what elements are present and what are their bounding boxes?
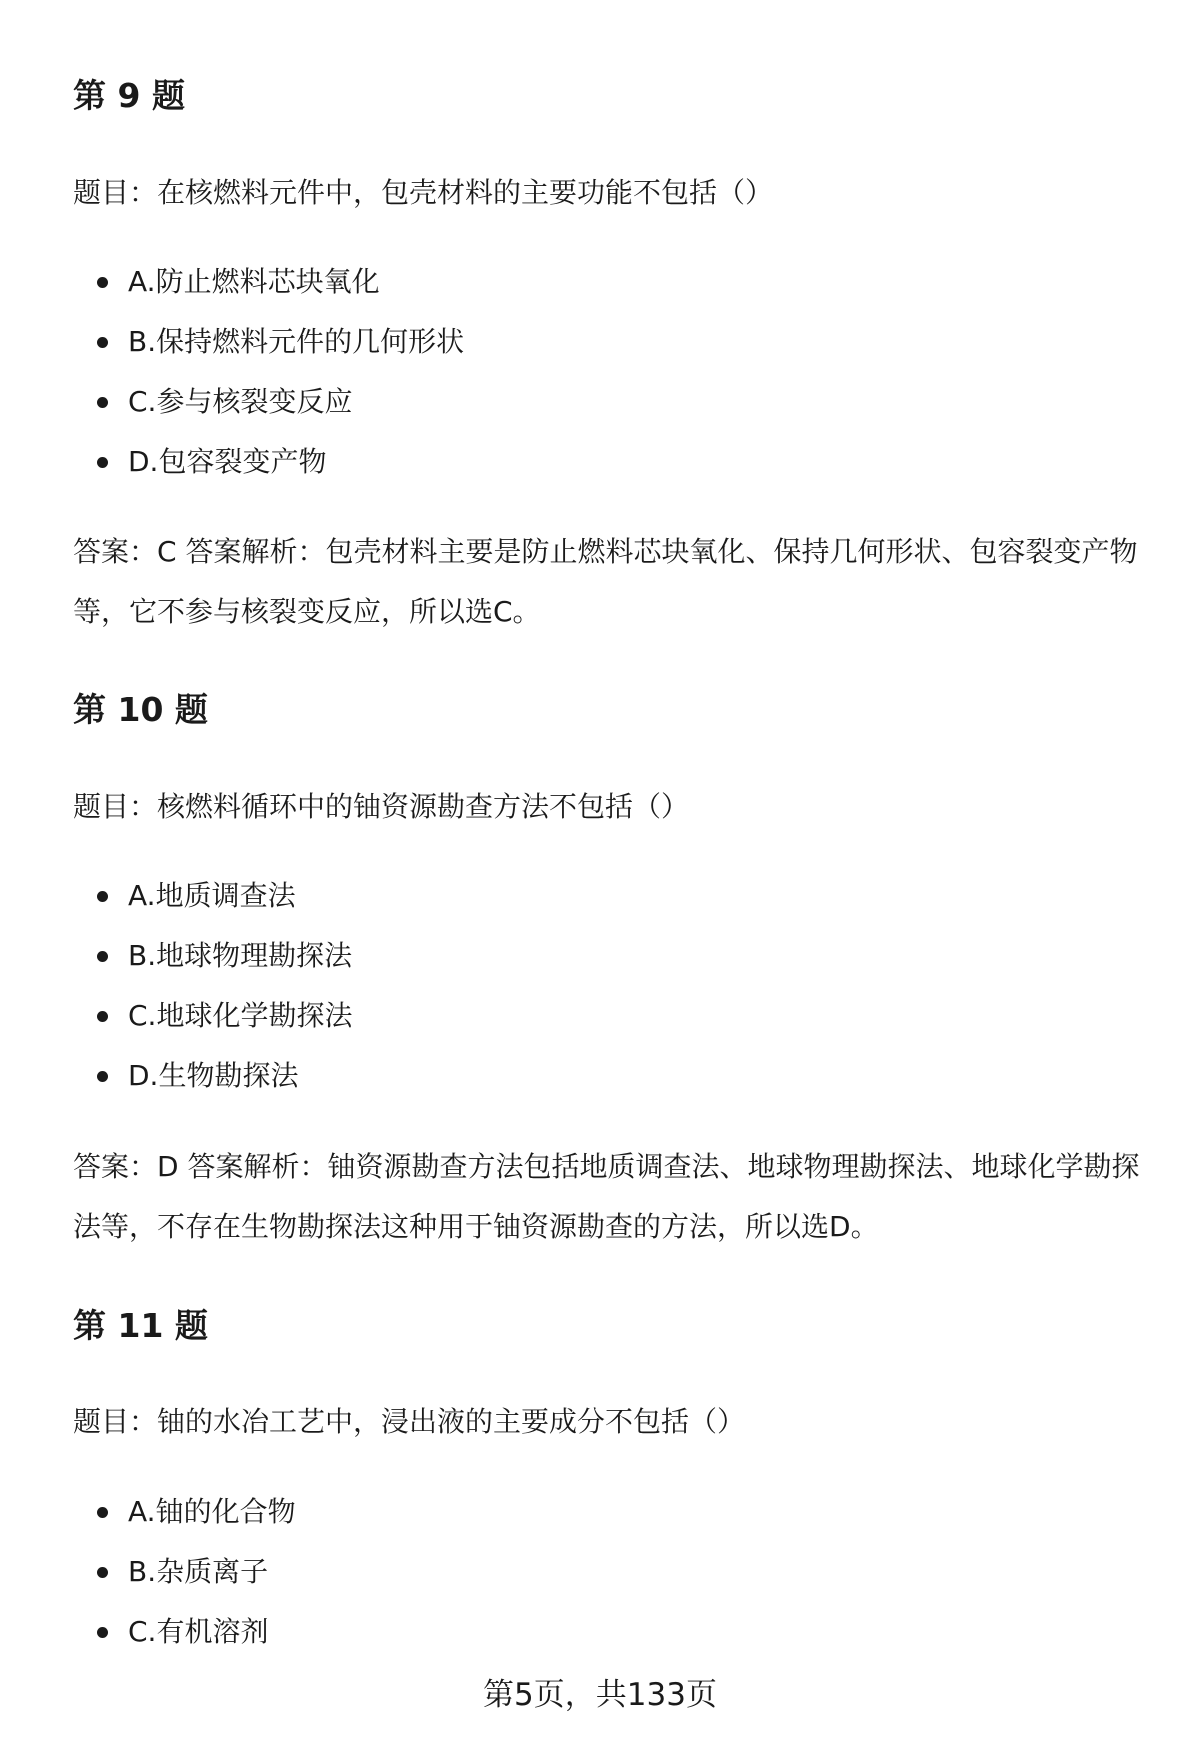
option-item bbox=[73, 442, 464, 502]
option-list bbox=[73, 262, 464, 502]
option-label: C.参与核裂变反应 bbox=[128, 385, 353, 418]
page-number: 第5页，共133页 bbox=[483, 1677, 717, 1713]
bullet-icon bbox=[97, 397, 108, 408]
option-item bbox=[73, 936, 352, 996]
option-item bbox=[73, 382, 464, 442]
option-label: C.地球化学勘探法 bbox=[128, 999, 353, 1032]
question-stem: 题目：铀的水冶工艺中，浸出液的主要成分不包括（） bbox=[73, 1405, 746, 1438]
answer-explanation: 答案：C 答案解析：包壳材料主要是防止燃料芯块氧化、保持几何形状、包容裂变产物等，它不参与核裂变反应，所以选C。 bbox=[73, 535, 1138, 628]
option-item bbox=[73, 262, 464, 322]
option-label: B.地球物理勘探法 bbox=[128, 939, 353, 972]
option-item bbox=[73, 996, 352, 1056]
option-label: A.地质调查法 bbox=[128, 879, 296, 912]
bullet-icon bbox=[97, 891, 108, 902]
option-item bbox=[73, 1492, 296, 1552]
bullet-icon bbox=[97, 951, 108, 962]
bullet-icon bbox=[97, 1627, 108, 1638]
question-title: 第 10 题 bbox=[73, 690, 208, 729]
option-label: B.保持燃料元件的几何形状 bbox=[128, 325, 465, 358]
option-label: B.杂质离子 bbox=[128, 1555, 269, 1588]
bullet-icon bbox=[97, 1507, 108, 1518]
option-item bbox=[73, 1056, 352, 1116]
answer-explanation: 答案：D 答案解析：铀资源勘查方法包括地质调查法、地球物理勘探法、地球化学勘探法等，不存在生物勘探法这种用于铀资源勘查的方法，所以选D。 bbox=[73, 1150, 1140, 1243]
bullet-icon bbox=[97, 1011, 108, 1022]
question-stem: 题目：核燃料循环中的铀资源勘查方法不包括（） bbox=[73, 790, 690, 823]
option-label: A.铀的化合物 bbox=[128, 1495, 296, 1528]
bullet-icon bbox=[97, 1567, 108, 1578]
option-item bbox=[73, 876, 352, 936]
question-title: 第 11 题 bbox=[73, 1306, 208, 1345]
option-list bbox=[73, 1492, 296, 1672]
option-item bbox=[73, 1552, 296, 1612]
option-list bbox=[73, 876, 352, 1116]
option-label: D.包容裂变产物 bbox=[128, 445, 327, 478]
bullet-icon bbox=[97, 457, 108, 468]
option-label: D.生物勘探法 bbox=[128, 1059, 299, 1092]
question-title: 第 9 题 bbox=[73, 76, 185, 115]
option-label: C.有机溶剂 bbox=[128, 1615, 269, 1648]
option-item bbox=[73, 1612, 296, 1672]
option-label: A.防止燃料芯块氧化 bbox=[128, 265, 380, 298]
bullet-icon bbox=[97, 337, 108, 348]
question-stem: 题目：在核燃料元件中，包壳材料的主要功能不包括（） bbox=[73, 176, 774, 209]
bullet-icon bbox=[97, 1071, 108, 1082]
bullet-icon bbox=[97, 277, 108, 288]
option-item bbox=[73, 322, 464, 382]
